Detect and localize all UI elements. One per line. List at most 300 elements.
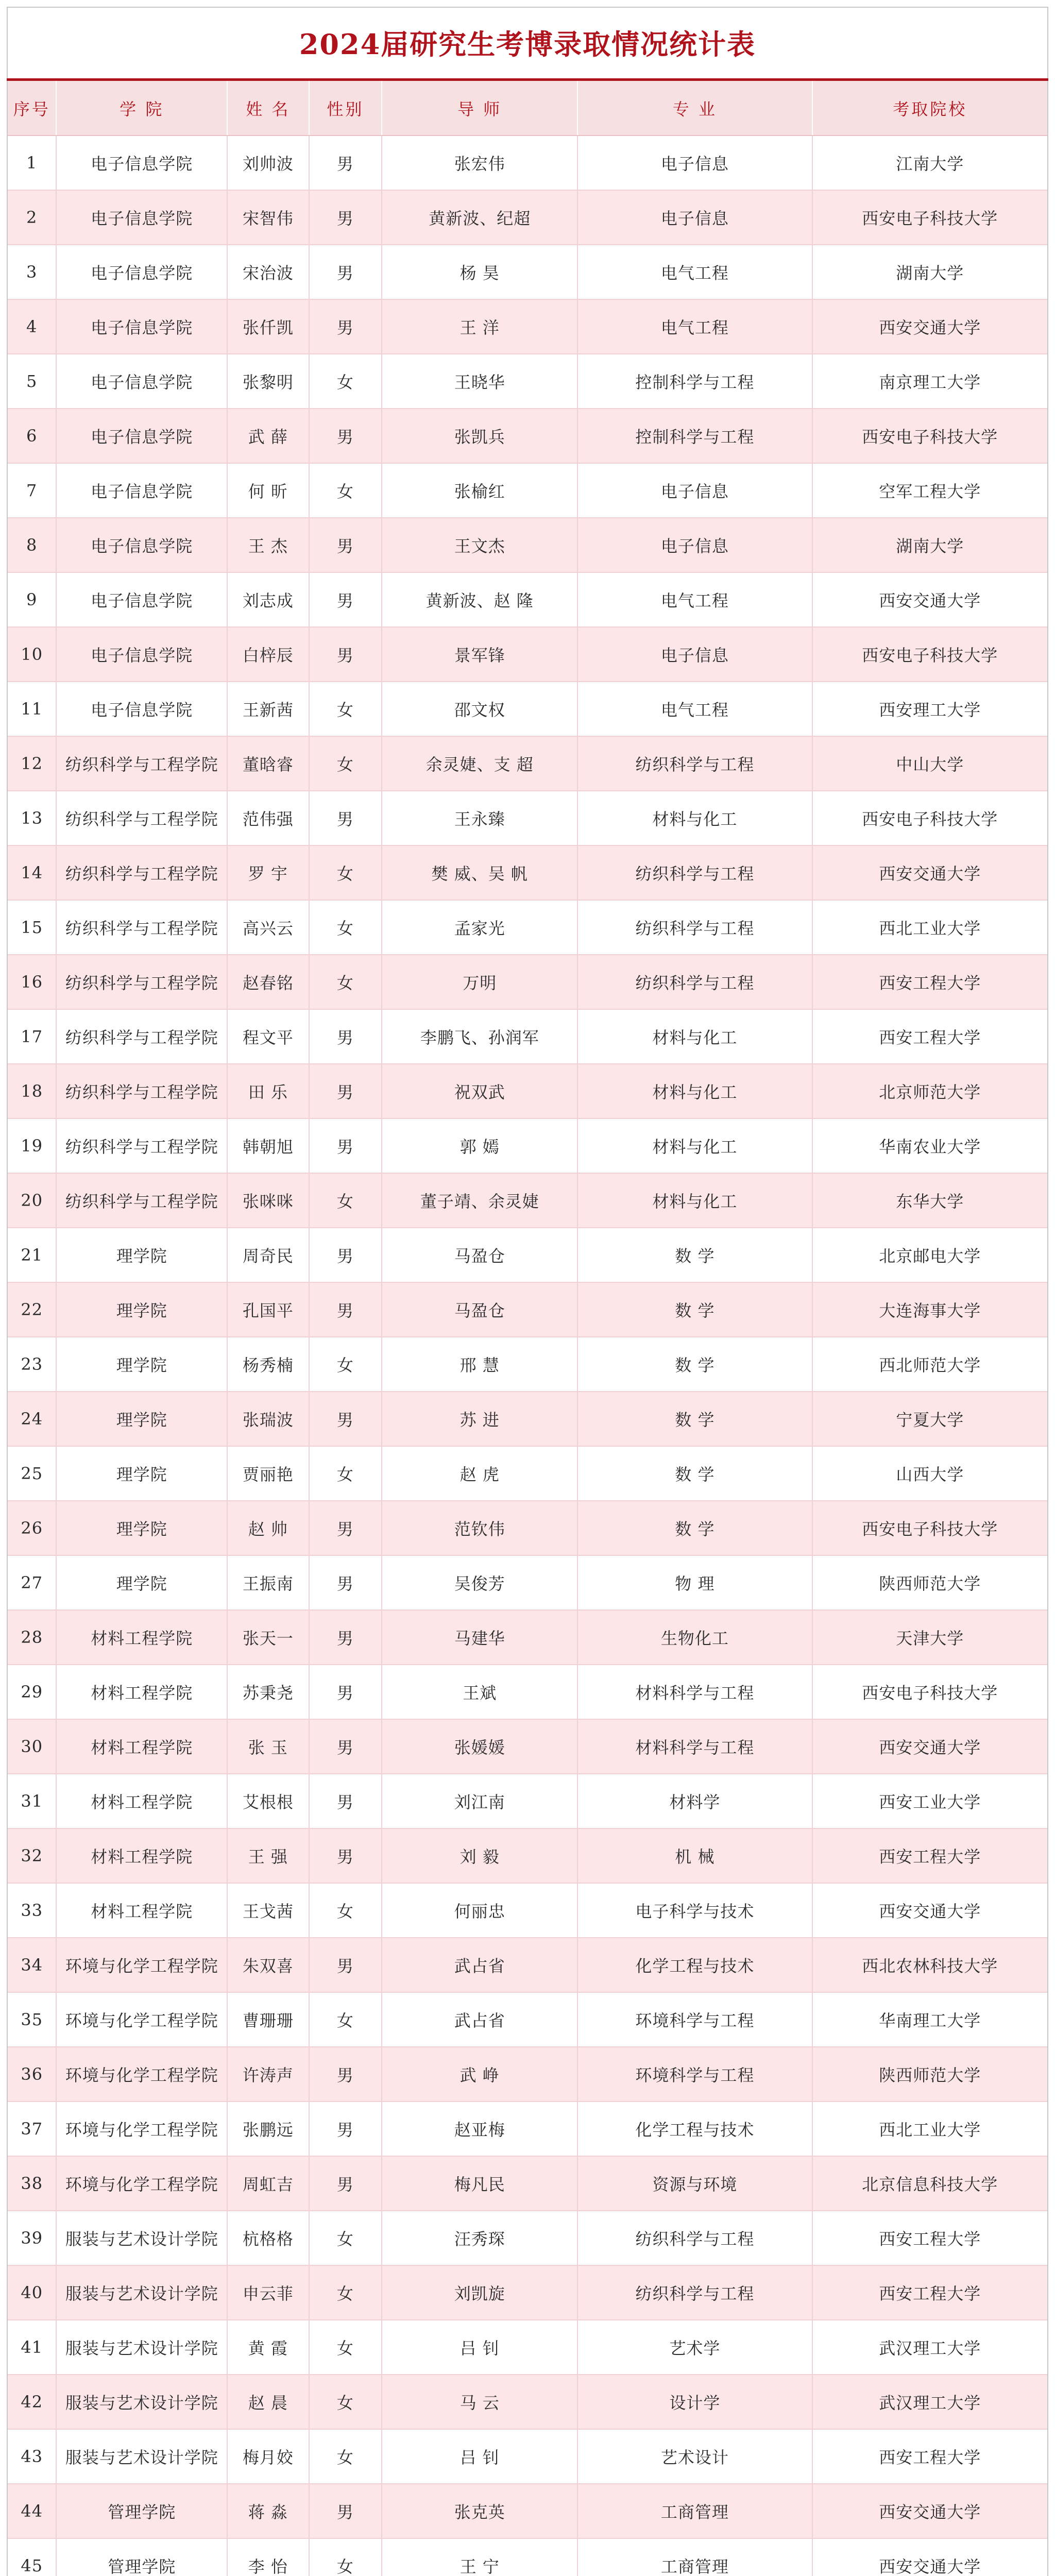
- table-row: [8, 1337, 1047, 1392]
- cell-advisor: 董子靖、余灵婕: [382, 1173, 577, 1228]
- table-row: [8, 354, 1047, 409]
- cell-name: 王振南: [227, 1555, 309, 1610]
- cell-school: 西安工程大学: [812, 2211, 1047, 2265]
- cell-no: 29: [8, 1665, 56, 1719]
- cell-college: 服装与艺术设计学院: [56, 2211, 227, 2265]
- cell-school: 武汉理工大学: [812, 2320, 1047, 2375]
- cell-name: 张仟凯: [227, 299, 309, 354]
- cell-gender: 女: [309, 1992, 382, 2047]
- cell-advisor: 刘 毅: [382, 1828, 577, 1883]
- cell-major: 电子信息: [577, 135, 812, 190]
- cell-advisor: 吕 钊: [382, 2429, 577, 2484]
- cell-major: 工商管理: [577, 2538, 812, 2576]
- cell-no: 20: [8, 1173, 56, 1228]
- cell-name: 刘帅波: [227, 135, 309, 190]
- cell-college: 理学院: [56, 1228, 227, 1282]
- cell-advisor: 马盈仓: [382, 1228, 577, 1282]
- table-row: [8, 1446, 1047, 1501]
- cell-advisor: 邵文权: [382, 682, 577, 736]
- cell-school: 西安电子科技大学: [812, 190, 1047, 245]
- cell-college: 管理学院: [56, 2538, 227, 2576]
- cell-gender: 男: [309, 2102, 382, 2156]
- cell-name: 艾根根: [227, 1774, 309, 1828]
- cell-advisor: 李鹏飞、孙润军: [382, 1009, 577, 1064]
- cell-major: 环境科学与工程: [577, 1992, 812, 2047]
- cell-gender: 女: [309, 682, 382, 736]
- cell-no: 8: [8, 518, 56, 572]
- cell-major: 数 学: [577, 1446, 812, 1501]
- cell-school: 陕西师范大学: [812, 2047, 1047, 2102]
- cell-major: 电气工程: [577, 572, 812, 627]
- cell-no: 28: [8, 1610, 56, 1665]
- cell-advisor: 王 洋: [382, 299, 577, 354]
- table-row: [8, 2047, 1047, 2102]
- cell-gender: 男: [309, 245, 382, 299]
- cell-gender: 男: [309, 1118, 382, 1173]
- cell-school: 西安工程大学: [812, 2429, 1047, 2484]
- table-row: [8, 572, 1047, 627]
- cell-college: 服装与艺术设计学院: [56, 2429, 227, 2484]
- cell-no: 26: [8, 1501, 56, 1555]
- table-row: [8, 135, 1047, 190]
- cell-name: 张 玉: [227, 1719, 309, 1774]
- cell-college: 电子信息学院: [56, 354, 227, 409]
- cell-no: 6: [8, 409, 56, 463]
- table-row: [8, 2538, 1047, 2576]
- cell-no: 14: [8, 845, 56, 900]
- cell-gender: 女: [309, 2429, 382, 2484]
- table-row: [8, 1501, 1047, 1555]
- cell-no: 35: [8, 1992, 56, 2047]
- cell-college: 管理学院: [56, 2484, 227, 2538]
- cell-name: 宋智伟: [227, 190, 309, 245]
- cell-college: 环境与化学工程学院: [56, 2156, 227, 2211]
- cell-no: 39: [8, 2211, 56, 2265]
- cell-college: 纺织科学与工程学院: [56, 1118, 227, 1173]
- cell-no: 37: [8, 2102, 56, 2156]
- table-row: [8, 1392, 1047, 1446]
- cell-school: 陕西师范大学: [812, 1555, 1047, 1610]
- cell-major: 电子科学与技术: [577, 1883, 812, 1938]
- cell-school: 华南农业大学: [812, 1118, 1047, 1173]
- cell-advisor: 赵亚梅: [382, 2102, 577, 2156]
- cell-school: 西北师范大学: [812, 1337, 1047, 1392]
- cell-major: 纺织科学与工程: [577, 845, 812, 900]
- cell-school: 西安电子科技大学: [812, 1501, 1047, 1555]
- cell-advisor: 吴俊芳: [382, 1555, 577, 1610]
- cell-school: 华南理工大学: [812, 1992, 1047, 2047]
- cell-advisor: 何丽忠: [382, 1883, 577, 1938]
- cell-no: 5: [8, 354, 56, 409]
- cell-college: 电子信息学院: [56, 245, 227, 299]
- cell-gender: 男: [309, 2047, 382, 2102]
- cell-name: 程文平: [227, 1009, 309, 1064]
- table-row: [8, 736, 1047, 791]
- cell-college: 电子信息学院: [56, 518, 227, 572]
- cell-school: 西安工业大学: [812, 1774, 1047, 1828]
- cell-advisor: 吕 钊: [382, 2320, 577, 2375]
- admission-table: [8, 81, 1047, 2576]
- cell-gender: 女: [309, 1173, 382, 1228]
- cell-gender: 男: [309, 1938, 382, 1992]
- cell-advisor: 武 峥: [382, 2047, 577, 2102]
- cell-advisor: 景军锋: [382, 627, 577, 682]
- cell-gender: 男: [309, 1392, 382, 1446]
- cell-school: 西安电子科技大学: [812, 409, 1047, 463]
- table-row: [8, 1992, 1047, 2047]
- cell-college: 服装与艺术设计学院: [56, 2320, 227, 2375]
- cell-advisor: 祝双武: [382, 1064, 577, 1118]
- cell-gender: 女: [309, 900, 382, 955]
- cell-major: 物 理: [577, 1555, 812, 1610]
- cell-gender: 女: [309, 463, 382, 518]
- cell-no: 42: [8, 2375, 56, 2429]
- cell-major: 化学工程与技术: [577, 2102, 812, 2156]
- cell-name: 孔国平: [227, 1282, 309, 1337]
- cell-advisor: 梅凡民: [382, 2156, 577, 2211]
- cell-college: 纺织科学与工程学院: [56, 736, 227, 791]
- cell-no: 34: [8, 1938, 56, 1992]
- table-row: [8, 1009, 1047, 1064]
- cell-advisor: 余灵婕、支 超: [382, 736, 577, 791]
- cell-school: 南京理工大学: [812, 354, 1047, 409]
- cell-school: 湖南大学: [812, 245, 1047, 299]
- cell-gender: 男: [309, 1009, 382, 1064]
- table-row: [8, 1719, 1047, 1774]
- cell-gender: 女: [309, 1883, 382, 1938]
- cell-major: 材料学: [577, 1774, 812, 1828]
- cell-college: 电子信息学院: [56, 409, 227, 463]
- cell-school: 西安工程大学: [812, 1828, 1047, 1883]
- cell-no: 9: [8, 572, 56, 627]
- cell-gender: 男: [309, 409, 382, 463]
- cell-name: 杭格格: [227, 2211, 309, 2265]
- cell-major: 纺织科学与工程: [577, 2211, 812, 2265]
- cell-major: 电气工程: [577, 682, 812, 736]
- table-row: [8, 463, 1047, 518]
- cell-major: 材料科学与工程: [577, 1665, 812, 1719]
- cell-college: 环境与化学工程学院: [56, 1992, 227, 2047]
- cell-gender: 男: [309, 2156, 382, 2211]
- cell-no: 38: [8, 2156, 56, 2211]
- cell-school: 西安交通大学: [812, 299, 1047, 354]
- cell-gender: 女: [309, 2375, 382, 2429]
- cell-name: 贾丽艳: [227, 1446, 309, 1501]
- cell-school: 西安交通大学: [812, 2484, 1047, 2538]
- cell-college: 电子信息学院: [56, 135, 227, 190]
- cell-major: 环境科学与工程: [577, 2047, 812, 2102]
- cell-no: 16: [8, 955, 56, 1009]
- cell-major: 纺织科学与工程: [577, 900, 812, 955]
- cell-school: 大连海事大学: [812, 1282, 1047, 1337]
- cell-college: 材料工程学院: [56, 1774, 227, 1828]
- cell-gender: 男: [309, 1665, 382, 1719]
- cell-advisor: 王晓华: [382, 354, 577, 409]
- cell-college: 服装与艺术设计学院: [56, 2375, 227, 2429]
- cell-advisor: 樊 威、吴 帆: [382, 845, 577, 900]
- cell-name: 赵 晨: [227, 2375, 309, 2429]
- col-header-no: 序号: [8, 81, 56, 135]
- col-header-gender: 性别: [309, 81, 382, 135]
- cell-advisor: 王斌: [382, 1665, 577, 1719]
- cell-school: 西安交通大学: [812, 572, 1047, 627]
- cell-name: 申云菲: [227, 2265, 309, 2320]
- cell-advisor: 刘江南: [382, 1774, 577, 1828]
- cell-no: 15: [8, 900, 56, 955]
- cell-college: 电子信息学院: [56, 572, 227, 627]
- table-row: [8, 845, 1047, 900]
- cell-major: 纺织科学与工程: [577, 955, 812, 1009]
- cell-major: 资源与环境: [577, 2156, 812, 2211]
- cell-no: 24: [8, 1392, 56, 1446]
- cell-no: 18: [8, 1064, 56, 1118]
- cell-no: 43: [8, 2429, 56, 2484]
- cell-school: 西安理工大学: [812, 682, 1047, 736]
- cell-gender: 女: [309, 354, 382, 409]
- cell-major: 材料与化工: [577, 1009, 812, 1064]
- cell-name: 何 昕: [227, 463, 309, 518]
- table-row: [8, 409, 1047, 463]
- cell-advisor: 杨 昊: [382, 245, 577, 299]
- cell-gender: 男: [309, 1774, 382, 1828]
- table-row: [8, 1118, 1047, 1173]
- cell-name: 范伟强: [227, 791, 309, 845]
- cell-advisor: 孟家光: [382, 900, 577, 955]
- table-row: [8, 2320, 1047, 2375]
- cell-name: 杨秀楠: [227, 1337, 309, 1392]
- cell-major: 材料与化工: [577, 1118, 812, 1173]
- table-row: [8, 1774, 1047, 1828]
- cell-advisor: 王 宁: [382, 2538, 577, 2576]
- cell-no: 32: [8, 1828, 56, 1883]
- cell-college: 环境与化学工程学院: [56, 2102, 227, 2156]
- cell-no: 45: [8, 2538, 56, 2576]
- cell-school: 西安交通大学: [812, 1883, 1047, 1938]
- cell-college: 电子信息学院: [56, 190, 227, 245]
- cell-name: 韩朝旭: [227, 1118, 309, 1173]
- cell-major: 电子信息: [577, 463, 812, 518]
- cell-no: 41: [8, 2320, 56, 2375]
- cell-college: 电子信息学院: [56, 627, 227, 682]
- cell-gender: 女: [309, 2320, 382, 2375]
- cell-advisor: 武占省: [382, 1992, 577, 2047]
- table-row: [8, 1064, 1047, 1118]
- cell-school: 西安工程大学: [812, 2265, 1047, 2320]
- table-row: [8, 1883, 1047, 1938]
- cell-name: 朱双喜: [227, 1938, 309, 1992]
- cell-college: 理学院: [56, 1501, 227, 1555]
- cell-school: 西安工程大学: [812, 955, 1047, 1009]
- cell-no: 23: [8, 1337, 56, 1392]
- table-row: [8, 682, 1047, 736]
- cell-gender: 女: [309, 736, 382, 791]
- table-row: [8, 2484, 1047, 2538]
- cell-no: 44: [8, 2484, 56, 2538]
- cell-college: 材料工程学院: [56, 1883, 227, 1938]
- cell-advisor: 马盈仓: [382, 1282, 577, 1337]
- cell-college: 服装与艺术设计学院: [56, 2265, 227, 2320]
- table-row: [8, 1282, 1047, 1337]
- cell-school: 西北工业大学: [812, 2102, 1047, 2156]
- cell-no: 27: [8, 1555, 56, 1610]
- table-row: [8, 791, 1047, 845]
- cell-gender: 女: [309, 2265, 382, 2320]
- cell-no: 19: [8, 1118, 56, 1173]
- cell-name: 田 乐: [227, 1064, 309, 1118]
- table-row: [8, 1555, 1047, 1610]
- cell-major: 纺织科学与工程: [577, 2265, 812, 2320]
- cell-school: 宁夏大学: [812, 1392, 1047, 1446]
- cell-gender: 男: [309, 572, 382, 627]
- cell-gender: 女: [309, 1446, 382, 1501]
- cell-school: 天津大学: [812, 1610, 1047, 1665]
- col-header-advisor: 导 师: [382, 81, 577, 135]
- cell-advisor: 张媛媛: [382, 1719, 577, 1774]
- cell-major: 艺术学: [577, 2320, 812, 2375]
- cell-major: 电子信息: [577, 627, 812, 682]
- cell-school: 中山大学: [812, 736, 1047, 791]
- table-row: [8, 1828, 1047, 1883]
- cell-college: 纺织科学与工程学院: [56, 900, 227, 955]
- cell-college: 材料工程学院: [56, 1610, 227, 1665]
- table-row: [8, 955, 1047, 1009]
- table-row: [8, 900, 1047, 955]
- col-header-school: 考取院校: [812, 81, 1047, 135]
- cell-advisor: 万明: [382, 955, 577, 1009]
- cell-no: 7: [8, 463, 56, 518]
- cell-major: 控制科学与工程: [577, 409, 812, 463]
- cell-advisor: 刘凯旋: [382, 2265, 577, 2320]
- cell-school: 北京信息科技大学: [812, 2156, 1047, 2211]
- cell-major: 数 学: [577, 1501, 812, 1555]
- cell-gender: 男: [309, 190, 382, 245]
- cell-gender: 男: [309, 791, 382, 845]
- cell-college: 理学院: [56, 1282, 227, 1337]
- cell-major: 电子信息: [577, 518, 812, 572]
- cell-advisor: 汪秀琛: [382, 2211, 577, 2265]
- cell-school: 北京邮电大学: [812, 1228, 1047, 1282]
- cell-major: 电气工程: [577, 245, 812, 299]
- cell-major: 艺术设计: [577, 2429, 812, 2484]
- cell-no: 13: [8, 791, 56, 845]
- cell-college: 纺织科学与工程学院: [56, 1173, 227, 1228]
- cell-advisor: 邢 慧: [382, 1337, 577, 1392]
- cell-gender: 女: [309, 845, 382, 900]
- cell-no: 17: [8, 1009, 56, 1064]
- cell-college: 理学院: [56, 1555, 227, 1610]
- cell-college: 纺织科学与工程学院: [56, 955, 227, 1009]
- cell-gender: 男: [309, 1719, 382, 1774]
- cell-college: 电子信息学院: [56, 463, 227, 518]
- cell-advisor: 张克英: [382, 2484, 577, 2538]
- cell-no: 30: [8, 1719, 56, 1774]
- cell-name: 张黎明: [227, 354, 309, 409]
- table-row: [8, 2375, 1047, 2429]
- cell-major: 电气工程: [577, 299, 812, 354]
- cell-advisor: 王永臻: [382, 791, 577, 845]
- cell-name: 李 怡: [227, 2538, 309, 2576]
- cell-name: 武 薛: [227, 409, 309, 463]
- cell-major: 控制科学与工程: [577, 354, 812, 409]
- cell-no: 11: [8, 682, 56, 736]
- cell-name: 周虹吉: [227, 2156, 309, 2211]
- col-header-name: 姓 名: [227, 81, 309, 135]
- cell-name: 张鹏远: [227, 2102, 309, 2156]
- cell-no: 1: [8, 135, 56, 190]
- cell-name: 张咪咪: [227, 1173, 309, 1228]
- cell-no: 12: [8, 736, 56, 791]
- cell-school: 东华大学: [812, 1173, 1047, 1228]
- table-row: [8, 518, 1047, 572]
- cell-advisor: 武占省: [382, 1938, 577, 1992]
- cell-major: 生物化工: [577, 1610, 812, 1665]
- cell-college: 电子信息学院: [56, 682, 227, 736]
- cell-gender: 女: [309, 2538, 382, 2576]
- table-row: [8, 2156, 1047, 2211]
- cell-gender: 男: [309, 518, 382, 572]
- cell-college: 材料工程学院: [56, 1665, 227, 1719]
- col-header-major: 专 业: [577, 81, 812, 135]
- cell-major: 工商管理: [577, 2484, 812, 2538]
- cell-no: 21: [8, 1228, 56, 1282]
- cell-major: 数 学: [577, 1337, 812, 1392]
- cell-college: 纺织科学与工程学院: [56, 1009, 227, 1064]
- cell-name: 苏秉尧: [227, 1665, 309, 1719]
- table-row: [8, 627, 1047, 682]
- page-title: 2024届研究生考博录取情况统计表: [7, 7, 1048, 81]
- cell-school: 西安工程大学: [812, 1009, 1047, 1064]
- cell-name: 刘志成: [227, 572, 309, 627]
- table-row: [8, 299, 1047, 354]
- cell-gender: 男: [309, 1555, 382, 1610]
- cell-advisor: 黄新波、纪超: [382, 190, 577, 245]
- cell-school: 西北农林科技大学: [812, 1938, 1047, 1992]
- cell-major: 数 学: [577, 1392, 812, 1446]
- cell-no: 4: [8, 299, 56, 354]
- cell-gender: 男: [309, 135, 382, 190]
- cell-name: 白梓辰: [227, 627, 309, 682]
- cell-gender: 女: [309, 1337, 382, 1392]
- cell-gender: 男: [309, 1828, 382, 1883]
- table-row: [8, 1665, 1047, 1719]
- table-row: [8, 1228, 1047, 1282]
- cell-advisor: 黄新波、赵 隆: [382, 572, 577, 627]
- cell-advisor: 张凯兵: [382, 409, 577, 463]
- cell-major: 化学工程与技术: [577, 1938, 812, 1992]
- cell-gender: 男: [309, 1501, 382, 1555]
- cell-no: 2: [8, 190, 56, 245]
- cell-gender: 男: [309, 1228, 382, 1282]
- table-row: [8, 2265, 1047, 2320]
- cell-school: 西安电子科技大学: [812, 791, 1047, 845]
- cell-name: 蒋 淼: [227, 2484, 309, 2538]
- cell-name: 赵 帅: [227, 1501, 309, 1555]
- cell-name: 王 强: [227, 1828, 309, 1883]
- cell-no: 33: [8, 1883, 56, 1938]
- table-row: [8, 1938, 1047, 1992]
- cell-no: 10: [8, 627, 56, 682]
- cell-advisor: 张宏伟: [382, 135, 577, 190]
- table-row: [8, 2429, 1047, 2484]
- cell-college: 理学院: [56, 1446, 227, 1501]
- cell-advisor: 范钦伟: [382, 1501, 577, 1555]
- cell-gender: 女: [309, 2211, 382, 2265]
- cell-major: 电子信息: [577, 190, 812, 245]
- cell-no: 36: [8, 2047, 56, 2102]
- cell-name: 董晗睿: [227, 736, 309, 791]
- cell-major: 机 械: [577, 1828, 812, 1883]
- cell-school: 山西大学: [812, 1446, 1047, 1501]
